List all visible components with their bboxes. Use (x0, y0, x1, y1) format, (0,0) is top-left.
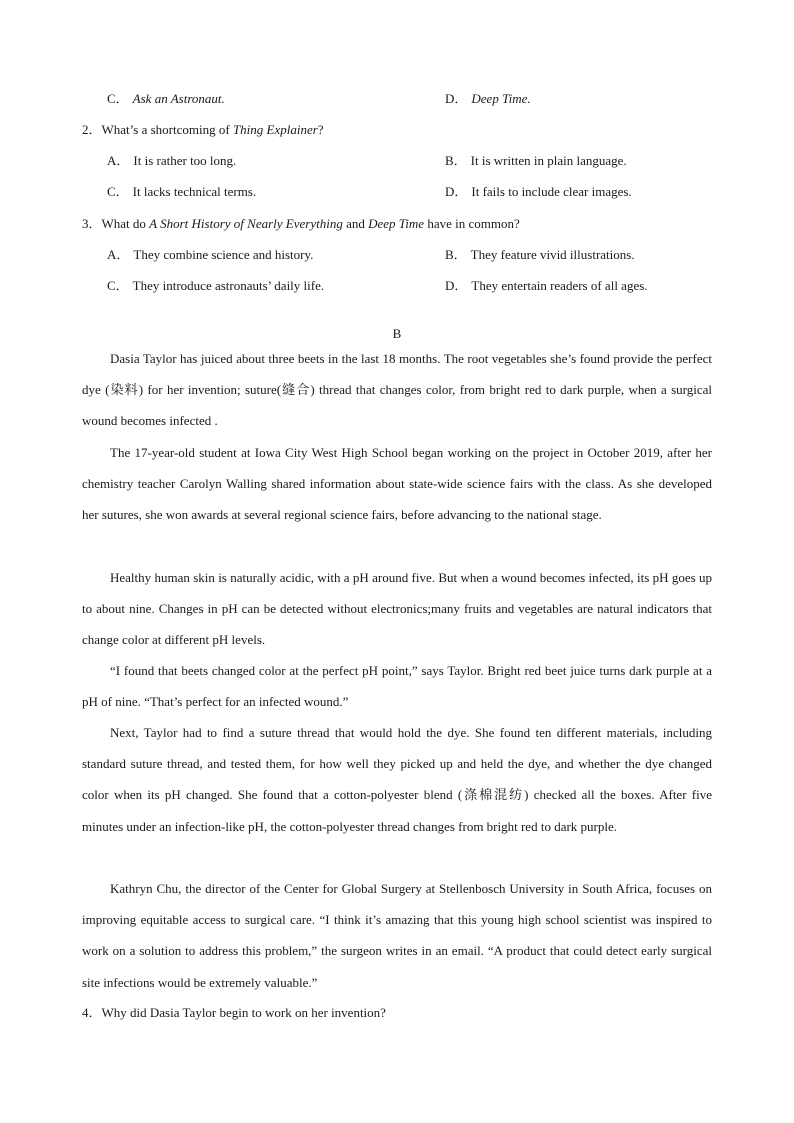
question-text-prefix: What’s a shortcoming of (101, 122, 233, 137)
option-text: It lacks technical terms. (132, 184, 257, 199)
q2-question (0, 120, 794, 140)
q2-option-b[interactable] (445, 151, 627, 171)
option-text: They feature vivid illustrations. (470, 247, 635, 262)
q2-options-row-ab (0, 151, 794, 171)
option-letter: B． (445, 153, 467, 168)
passage-paragraph-5: Next, Taylor had to find a suture thread that would hold the dye. She found ten different materials, including standard suture thread, and tested them, for how well they picked up and held the dye, and whether the dye changed color when its pH changed. She found that a cotton-polyester blend (涤棉混纺) checked all the boxes. After five minutes under an infection-like pH, the cotton-polyester thread changes from bright red to dark purple. (82, 725, 712, 834)
book-title: Deep Time (368, 216, 425, 231)
book-title: A Short History of Nearly Everything (149, 216, 343, 231)
q1-option-d[interactable] (445, 89, 531, 109)
q3-option-d[interactable] (445, 276, 648, 296)
question-stem (82, 120, 324, 140)
q2-option-c[interactable] (107, 182, 256, 202)
question-text-suffix: ? (317, 122, 324, 137)
option-letter: C． (107, 184, 129, 199)
option-text: They entertain readers of all ages. (471, 278, 648, 293)
option-text: It fails to include clear images. (471, 184, 632, 199)
question-text-suffix: have in common? (424, 216, 520, 231)
question-text-prefix: What do (101, 216, 150, 231)
passage-paragraph-6: Kathryn Chu, the director of the Center for Global Surgery at Stellenbosch University in South Africa, focuses on improving equitable access to surgical care. “I think it’s amazing that this young high school scientist was inspired to work on a solution to address this problem,” the surgeon writes in an email. “A product that could detect early surgical site infections would be extremely valuable.” (82, 881, 712, 990)
option-text: It is written in plain language. (470, 153, 627, 168)
option-text: Deep Time. (471, 91, 531, 106)
q2-option-d[interactable] (445, 182, 632, 202)
q2-options-row-cd (0, 182, 794, 202)
q3-question (0, 214, 794, 234)
option-letter: A． (107, 247, 130, 262)
passage-paragraph-2: The 17-year-old student at Iowa City West High School began working on the project in October 2019, after her chemistry teacher Carolyn Walling shared information about state-wide science fairs with the class. As she developed her sutures, she won awards at several regional science fairs, before advancing to the national stage. (82, 445, 712, 523)
question-stem (82, 214, 520, 234)
option-letter: B． (445, 247, 467, 262)
passage-paragraph-4: “I found that beets changed color at the perfect pH point,” says Taylor. Bright red beet juice turns dark purple at a pH of nine. “That’s perfect for an infected wound.” (82, 663, 712, 710)
passage-paragraph-1: Dasia Taylor has juiced about three beets in the last 18 months. The root vegetables she’s found provide the perfect dye (染料) for her invention; suture(缝合) thread that changes color, from bright red to dark purple, when a surgical wound becomes infected . (82, 351, 712, 429)
passage-paragraph-3: Healthy human skin is naturally acidic, with a pH around five. But when a wound becomes infected, its pH goes up to about nine. Changes in pH can be detected without electronics;many fruits and vegetables are natural indicators that change color at different pH levels. (82, 570, 712, 648)
q1-options-row-cd (0, 89, 794, 109)
section-title-b: B (392, 326, 402, 341)
option-text: They introduce astronauts’ daily life. (132, 278, 325, 293)
q3-option-c[interactable] (107, 276, 324, 296)
book-title: Thing Explainer (232, 122, 318, 137)
option-text: It is rather too long. (133, 153, 237, 168)
question-text-mid: and (342, 216, 369, 231)
option-text: They combine science and history. (133, 247, 314, 262)
q3-options-row-ab (0, 245, 794, 265)
question-number: 3． (82, 216, 102, 231)
q4-question (0, 1003, 794, 1023)
q3-option-a[interactable] (107, 245, 313, 265)
question-number: 4． (82, 1005, 102, 1020)
question-number: 2． (82, 122, 102, 137)
option-letter: D． (445, 91, 468, 106)
option-letter: D． (445, 278, 468, 293)
option-text: Ask an Astronaut. (132, 91, 225, 106)
option-letter: D． (445, 184, 468, 199)
option-letter: A． (107, 153, 130, 168)
question-stem (82, 1003, 386, 1023)
q2-option-a[interactable] (107, 151, 236, 171)
q1-option-c[interactable] (107, 89, 225, 109)
option-letter: C． (107, 278, 129, 293)
question-text: Why did Dasia Taylor begin to work on her invention? (101, 1005, 386, 1020)
q3-option-b[interactable] (445, 245, 635, 265)
q3-options-row-cd (0, 276, 794, 296)
option-letter: C． (107, 91, 129, 106)
